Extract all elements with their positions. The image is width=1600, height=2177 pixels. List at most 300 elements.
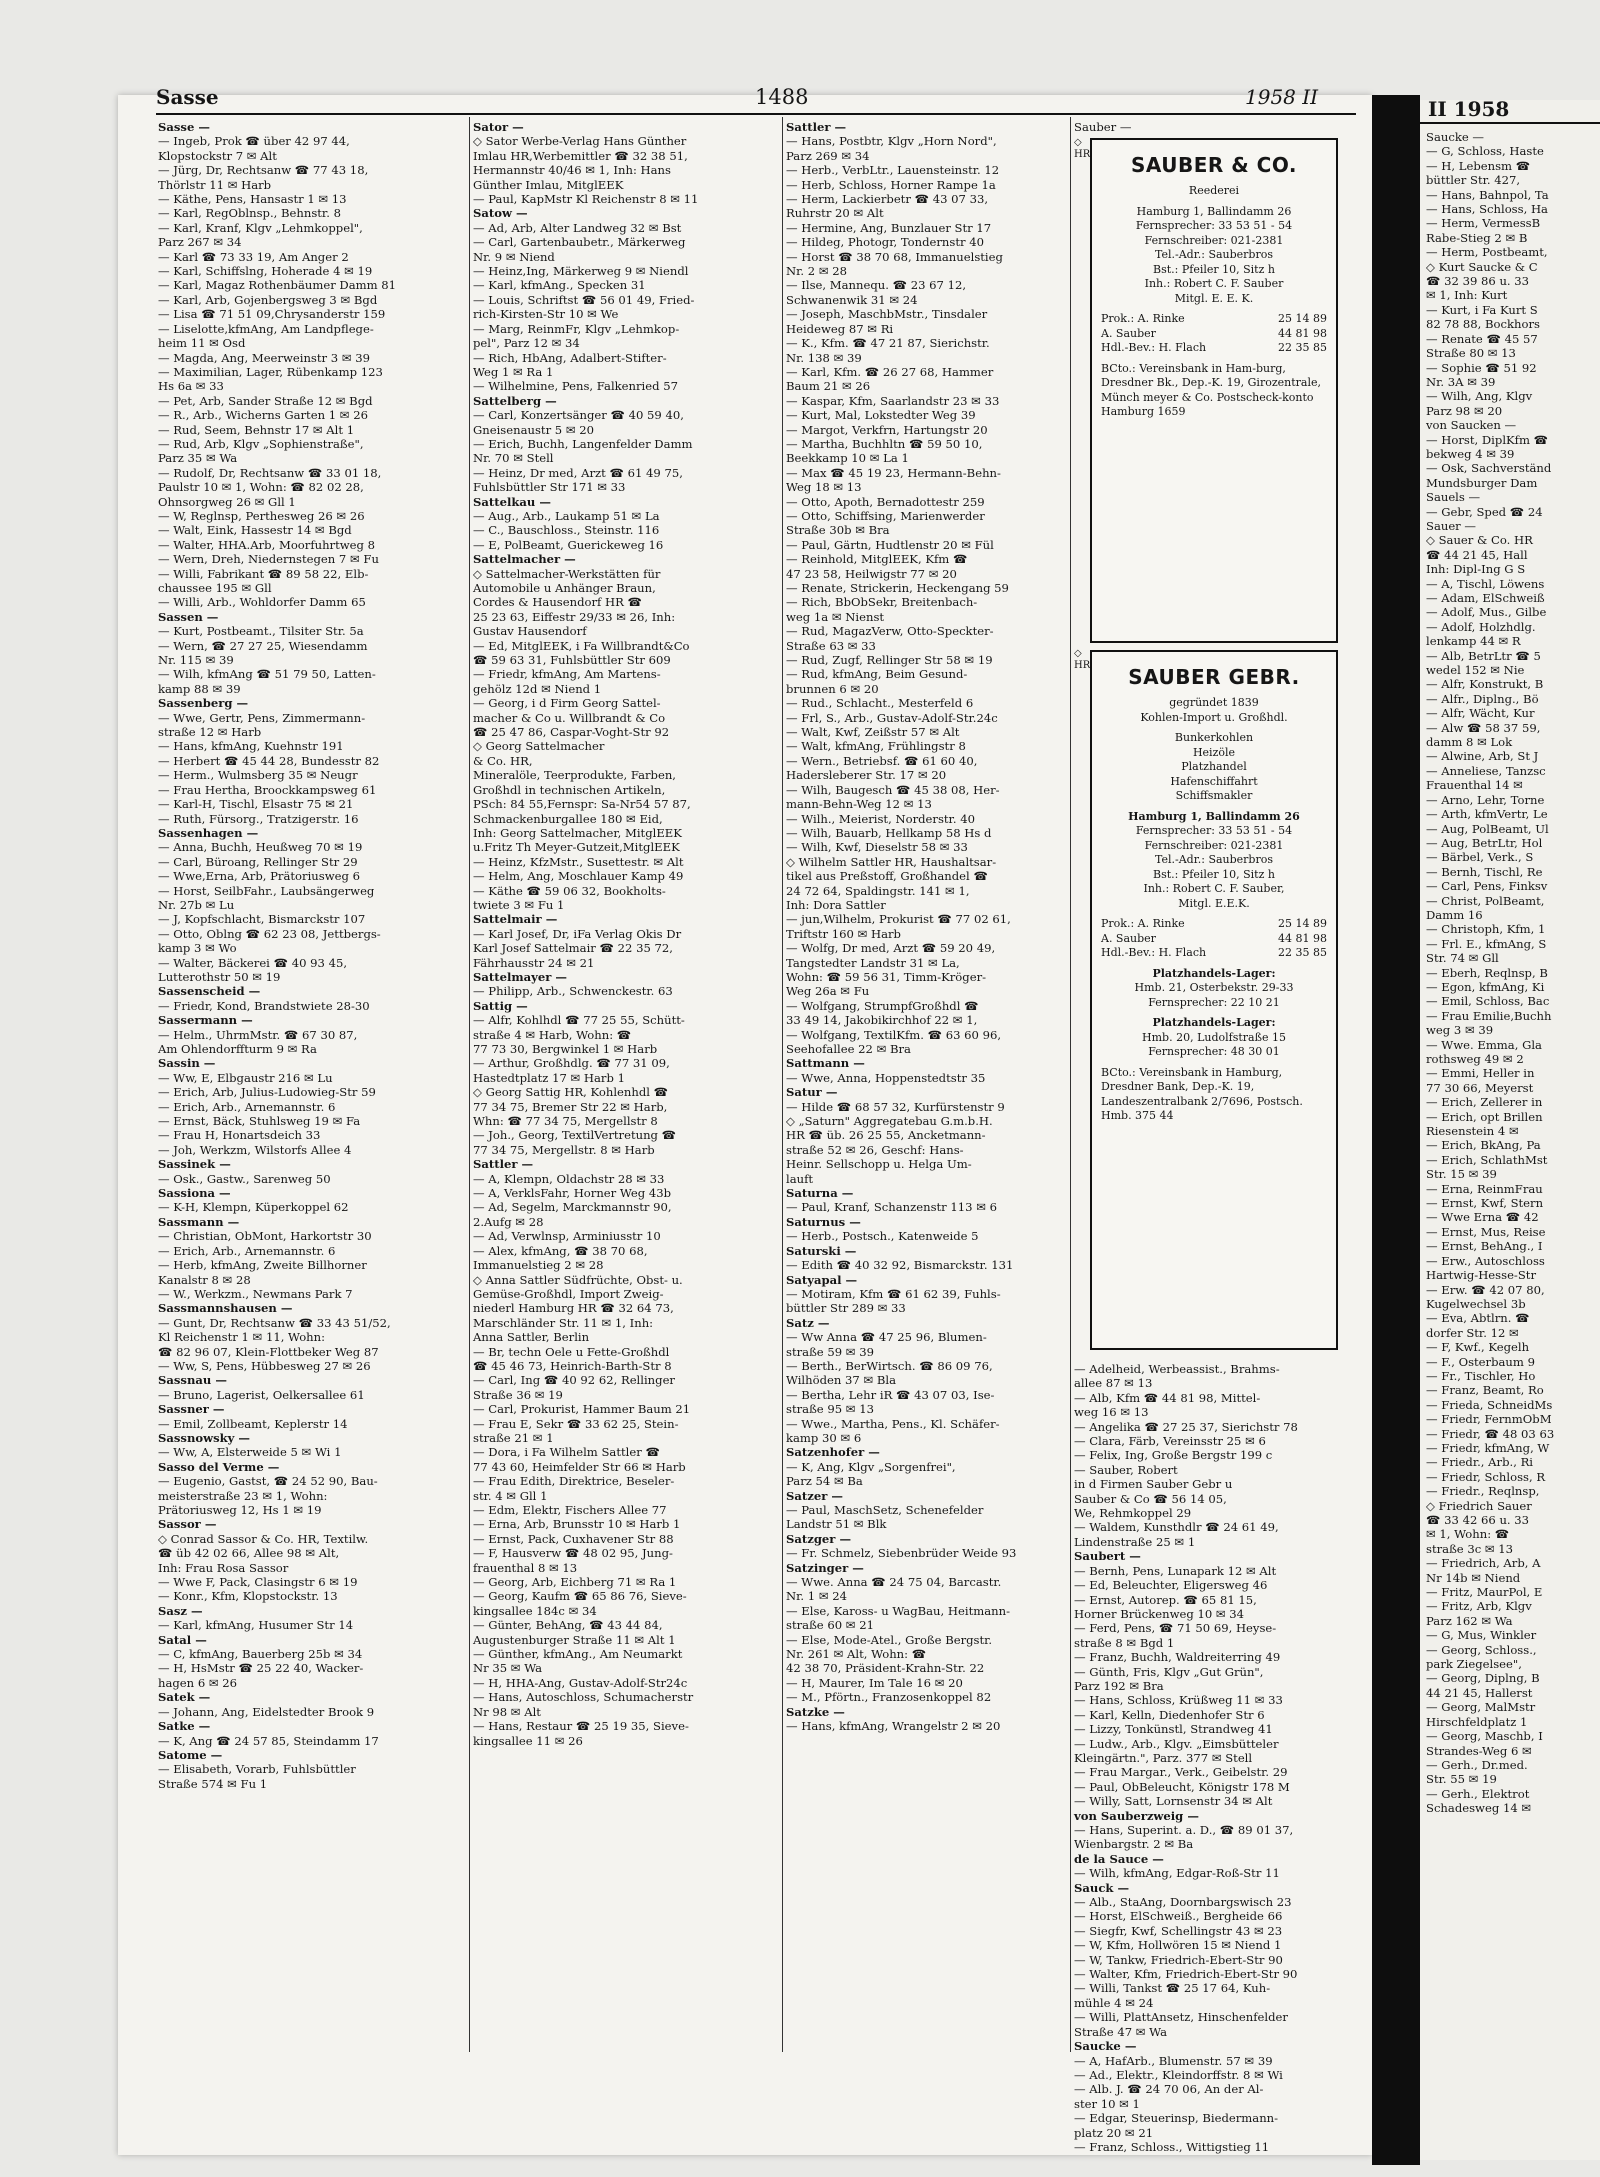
- directory-entry-line: — Erich, BkAng, Pa: [1426, 1138, 1541, 1153]
- directory-entry-line: Nr. 261 ✉ Alt, Wohn: ☎: [786, 1647, 927, 1662]
- directory-entry-line: — Wern., Betriebsf. ☎ 61 60 40,: [786, 753, 978, 768]
- directory-entry-line: — Rud, Arb, Klgv „Sophienstraße",: [158, 436, 364, 451]
- directory-entry-line: ◇ Kurt Saucke & C: [1426, 259, 1538, 274]
- directory-entry-line: Thörlstr 11 ✉ Harb: [158, 177, 272, 192]
- directory-entry-line: Fährhausstr 24 ✉ 21: [473, 955, 595, 970]
- directory-entry-line: — Paul, Kranf, Schanzenstr 113 ✉ 6: [786, 1200, 997, 1215]
- directory-entry-line: Kanalstr 8 ✉ 28: [158, 1272, 251, 1287]
- directory-entry-line: Sattelberg —: [473, 393, 557, 408]
- directory-entry-line: Sassin —: [158, 1056, 216, 1071]
- directory-entry-line: Nr. 9 ✉ Niend: [473, 249, 555, 264]
- directory-entry-line: 24 72 64, Spaldingstr. 141 ✉ 1,: [786, 883, 970, 898]
- directory-entry-line: — Wwe. Anna ☎ 24 75 04, Barcastr.: [786, 1575, 1002, 1590]
- directory-entry-line: Horner Brückenweg 10 ✉ 34: [1074, 1606, 1245, 1621]
- directory-entry-line: straße 12 ✉ Harb: [158, 725, 262, 740]
- directory-entry-line: — Eva, Abtlrn. ☎: [1426, 1311, 1530, 1326]
- directory-entry-line: dorfer Str. 12 ✉: [1426, 1325, 1519, 1340]
- column-divider: [1070, 117, 1071, 2052]
- directory-entry-line: Nr 35 ✉ Wa: [473, 1661, 543, 1676]
- directory-entry-line: Nr 98 ✉ Alt: [473, 1704, 541, 1719]
- directory-entry-line: — Ad, Verwlnsp, Arminiusstr 10: [473, 1229, 661, 1244]
- directory-entry-line: — Wilh, kfmAng, Edgar-Roß-Str 11: [1074, 1866, 1280, 1881]
- directory-entry-line: Sasso del Verme —: [158, 1459, 280, 1474]
- directory-entry-line: Nr. 1 ✉ 24: [786, 1589, 847, 1604]
- directory-entry-line: — Herbert ☎ 45 44 28, Bundesstr 82: [158, 753, 380, 768]
- ad-service: Hafenschiffahrt: [1170, 774, 1258, 788]
- directory-entry-line: Nr. 115 ✉ 39: [158, 653, 234, 668]
- directory-entry-line: — Emmi, Heller in: [1426, 1066, 1535, 1081]
- directory-entry-line: Sassen —: [158, 609, 219, 624]
- directory-entry-line: ✉ 1, Wohn: ☎: [1426, 1527, 1510, 1542]
- directory-entry-line: — Alex, kfmAng, ☎ 38 70 68,: [473, 1243, 648, 1258]
- directory-entry-line: — Wwe, Anna, Hoppenstedtstr 35: [786, 1070, 986, 1085]
- directory-entry-line: — Helm, Ang, Moschlauer Kamp 49: [473, 869, 684, 884]
- directory-entry-line: park Ziegelsee",: [1426, 1657, 1522, 1672]
- directory-entry-line: — Hans, Autoschloss, Schumacherstr: [473, 1690, 694, 1705]
- directory-entry-line: — Rud., Schlacht., Mesterfeld 6: [786, 696, 974, 711]
- column-divider: [782, 117, 783, 2052]
- directory-entry-line: straße 52 ✉ 26, Geschf: Hans-: [786, 1142, 964, 1157]
- directory-entry-line: — Adolf, Holzhdlg.: [1426, 619, 1536, 634]
- hr-marker: ◇ HR: [1074, 648, 1091, 671]
- directory-entry-line: — Hans, Schloss, Krüßweg 11 ✉ 33: [1074, 1693, 1283, 1708]
- ad-branch: Bst.: Pfeiler 10, Sitz h: [1153, 867, 1275, 881]
- directory-entry-line: — C, kfmAng, Bauerberg 25b ✉ 34: [158, 1647, 363, 1662]
- directory-entry-line: — Helm., UhrmMstr. ☎ 67 30 87,: [158, 1027, 358, 1042]
- next-page: [1420, 97, 1600, 2160]
- directory-entry-line: — Wolfg, Dr med, Arzt ☎ 59 20 49,: [786, 941, 996, 956]
- directory-entry-line: — Reinhold, MitglEEK, Kfm ☎: [786, 552, 968, 567]
- directory-entry-line: — H, HsMstr ☎ 25 22 40, Wacker-: [158, 1661, 364, 1676]
- directory-entry-line: Nr. 138 ✉ 39: [786, 350, 862, 365]
- ad-company-name: SAUBER & CO.: [1130, 153, 1298, 177]
- ad-service: Heizöle: [1192, 745, 1236, 759]
- directory-entry-line: Saucke —: [1426, 130, 1484, 144]
- ad-warehouse-phone: Fernsprecher: 48 30 01: [1148, 1045, 1280, 1058]
- directory-entry-line: 44 21 45, Hallerst: [1426, 1685, 1533, 1700]
- directory-entry-line: — Osk., Gastw., Sarenweg 50: [158, 1171, 331, 1186]
- directory-entry-line: — Wwe. Emma, Gla: [1426, 1037, 1542, 1052]
- directory-entry-line: 77 43 60, Heimfelder Str 66 ✉ Harb: [473, 1459, 686, 1474]
- directory-entry-line: — W, Kfm, Hollwören 15 ✉ Niend 1: [1074, 1938, 1282, 1953]
- directory-entry-line: Inh: Georg Sattelmacher, MitglEEK: [473, 825, 682, 840]
- directory-entry-line: Schadesweg 14 ✉: [1426, 1801, 1532, 1816]
- directory-entry-line: Strandes-Weg 6 ✉: [1426, 1743, 1532, 1758]
- directory-entry-line: We, Rehmkoppel 29: [1074, 1506, 1192, 1521]
- directory-entry-line: — Herm, VermessB: [1426, 216, 1541, 231]
- directory-entry-line: 2.Aufg ✉ 28: [473, 1214, 544, 1229]
- directory-entry-line: — Hilde ☎ 68 57 32, Kurfürstenstr 9: [786, 1099, 1005, 1114]
- directory-entry-line: — Friedr, FernmObM: [1426, 1412, 1552, 1427]
- directory-entry-line: 25 23 63, Eiffestr 29/33 ✉ 26, Inh:: [473, 609, 676, 624]
- directory-entry-line: von Saucken —: [1426, 418, 1517, 433]
- directory-entry-line: — Fritz, MaurPol, E: [1426, 1585, 1543, 1600]
- directory-entry-line: — Horst ☎ 38 70 68, Immanuelstieg: [786, 249, 1003, 264]
- next-page-header: II 1958: [1428, 97, 1510, 121]
- directory-entry-line: — Wilh, Ang, Klgv: [1426, 389, 1533, 404]
- directory-entry-line: ◇ Friedrich Sauer: [1426, 1498, 1532, 1513]
- directory-entry-line: Parz 54 ✉ Ba: [786, 1474, 863, 1489]
- directory-entry-line: — Franz, Buchh, Waldreiterring 49: [1074, 1650, 1281, 1665]
- directory-entry-line: — Walter, HHA.Arb, Moorfuhrtweg 8: [158, 537, 376, 552]
- directory-entry-line: — Kurt, i Fa Kurt S: [1426, 302, 1538, 317]
- directory-entry-line: — Sauber, Robert: [1074, 1462, 1178, 1477]
- directory-entry-line: — F, Hausverw ☎ 48 02 95, Jung-: [473, 1546, 673, 1561]
- directory-entry-line: — Renate ☎ 45 57: [1426, 331, 1538, 346]
- directory-entry-line: — A, HafArb., Blumenstr. 57 ✉ 39: [1074, 2053, 1273, 2068]
- page-number: 1488: [755, 85, 809, 109]
- directory-entry-line: — Hans, Schloss, Ha: [1426, 202, 1548, 217]
- directory-entry-line: — Wern, ☎ 27 27 25, Wiesendamm: [158, 638, 368, 653]
- column-4: [1074, 1362, 1364, 2154]
- directory-entry-line: — H, HHA-Ang, Gustav-Adolf-Str24c: [473, 1675, 688, 1690]
- directory-entry-line: Parz 35 ✉ Wa: [158, 451, 238, 466]
- sauber-co-advertisement: [1090, 138, 1338, 643]
- directory-entry-line: — Carl, Büroang, Rellinger Str 29: [158, 854, 358, 869]
- directory-entry-line: — Hans, kfmAng, Kuehnstr 191: [158, 739, 344, 754]
- directory-entry-line: — Herb., Postsch., Katenweide 5: [786, 1229, 979, 1244]
- directory-entry-line: Hirschfeldplatz 1: [1426, 1714, 1528, 1729]
- directory-entry-line: Straße 47 ✉ Wa: [1074, 2024, 1168, 2039]
- directory-entry-line: macher & Co u. Willbrandt & Co: [473, 710, 666, 725]
- directory-entry-line: Sattelmayer —: [473, 969, 568, 984]
- ad-company-name: SAUBER GEBR.: [1128, 665, 1300, 689]
- directory-entry-line: — W, Tankw, Friedrich-Ebert-Str 90: [1074, 1952, 1283, 1967]
- directory-entry-line: ✉ 1, Inh: Kurt: [1426, 288, 1508, 303]
- directory-entry-line: — Aug, PolBeamt, Ul: [1426, 821, 1549, 836]
- directory-entry-line: Marschländer Str. 11 ✉ 1, Inh:: [473, 1315, 654, 1330]
- directory-entry-line: — Willi, Tankst ☎ 25 17 64, Kuh-: [1074, 1981, 1271, 1996]
- directory-entry-line: Sassinek —: [158, 1157, 231, 1172]
- directory-entry-line: Nr. 70 ✉ Stell: [473, 451, 554, 466]
- directory-entry-line: 77 34 75, Mergellstr. 8 ✉ Harb: [473, 1142, 655, 1157]
- directory-entry-line: wedel 152 ✉ Nie: [1426, 663, 1525, 678]
- directory-entry-line: Paulstr 10 ✉ 1, Wohn: ☎ 82 02 28,: [158, 480, 364, 495]
- ad-owner: Inh.: Robert C. F. Sauber: [1144, 277, 1284, 290]
- directory-entry-line: — Georg, Arb, Eichberg 71 ✉ Ra 1: [473, 1575, 677, 1590]
- directory-entry-line: Seehofallee 22 ✉ Bra: [786, 1042, 911, 1056]
- directory-entry-line: — Joh., Georg, TextilVertretung ☎: [473, 1128, 677, 1143]
- directory-entry-line: ☎ 33 42 66 u. 33: [1426, 1513, 1530, 1527]
- directory-entry-line: weg 3 ✉ 39: [1426, 1023, 1494, 1038]
- ad-service: Bunkerkohlen: [1174, 731, 1254, 744]
- directory-entry-line: 77 34 75, Bremer Str 22 ✉ Harb,: [473, 1099, 668, 1114]
- directory-entry-line: brunnen 6 ✉ 20: [786, 681, 879, 696]
- directory-entry-line: Augustenburger Straße 11 ✉ Alt 1: [473, 1632, 676, 1647]
- directory-entry-line: Sassiona —: [158, 1186, 231, 1201]
- ad-bank-info: BCto.: Vereinsbank in Ham-burg, Dresdner Bk., Dep.-K. 19, Girozentrale, Münch meyer & Co. Postscheck-konto Hamburg 1659: [1101, 361, 1321, 418]
- ad-service: Platzhandel: [1181, 760, 1247, 773]
- directory-entry-line: — Walter, Bäckerei ☎ 40 93 45,: [158, 955, 348, 970]
- directory-entry-line: ◇ Georg Sattig HR, Kohlenhdl ☎: [473, 1085, 669, 1100]
- directory-entry-line: Prätoriusweg 12, Hs 1 ✉ 19: [158, 1503, 322, 1517]
- directory-entry-line: Whn: ☎ 77 34 75, Mergellstr 8: [473, 1114, 658, 1129]
- directory-entry-line: u.Fritz Th Meyer-Gutzeit,MitglEEK: [473, 840, 680, 855]
- directory-entry-line: heim 11 ✉ Osd: [158, 336, 246, 351]
- directory-entry-line: Weg 26a ✉ Fu: [786, 984, 870, 999]
- directory-entry-line: Satzger —: [786, 1531, 852, 1546]
- directory-entry-line: straße 60 ✉ 21: [786, 1618, 874, 1633]
- directory-entry-line: — Wwe., Martha, Pens., Kl. Schäfer-: [786, 1416, 1000, 1431]
- ad-address: Hamburg 1, Ballindamm 26: [1136, 204, 1292, 218]
- directory-entry-line: Weg 1 ✉ Ra 1: [473, 364, 554, 379]
- ad-warehouse-title: Platzhandels-Lager:: [1152, 1016, 1276, 1029]
- directory-entry-line: — Karl, Kfm. ☎ 26 27 68, Hammer: [786, 364, 994, 379]
- directory-entry-line: Gemüse-Großhdl, Import Zweig-: [473, 1286, 664, 1301]
- directory-entry-line: — Alw ☎ 58 37 59,: [1426, 720, 1541, 735]
- directory-entry-line: — Ww, A, Elsterweide 5 ✉ Wi 1: [158, 1445, 342, 1460]
- directory-entry-line: rich-Kirsten-Str 10 ✉ We: [473, 307, 619, 322]
- directory-entry-line: — K, Ang ☎ 24 57 85, Steindamm 17: [158, 1733, 379, 1748]
- directory-entry-line: ◇ „Saturn" Aggregatebau G.m.b.H.: [786, 1114, 993, 1129]
- directory-entry-line: — Frau Hertha, Broockkampsweg 61: [158, 782, 377, 797]
- directory-entry-line: — Maximilian, Lager, Rübenkamp 123: [158, 364, 383, 379]
- directory-entry-line: Sassmannshausen —: [158, 1301, 293, 1316]
- directory-entry-line: Frauenthal 14 ✉: [1426, 778, 1523, 793]
- column-divider: [469, 117, 470, 2052]
- book-gutter: [1372, 95, 1420, 2165]
- directory-entry-line: — Christian, ObMont, Harkortstr 30: [158, 1229, 372, 1244]
- column-2: [473, 120, 768, 2055]
- ad-telegram: Tel.-Adr.: Sauberbros: [1154, 853, 1273, 866]
- directory-entry-line: — Georg, i d Firm Georg Sattel-: [473, 696, 661, 711]
- directory-entry-line: Hastedtplatz 17 ✉ Harb 1: [473, 1070, 625, 1085]
- ad-contact-row: A. Sauber 44 81 98: [1101, 931, 1327, 945]
- directory-entry-line: — Karl, Kranf, Klgv „Lehmkoppel",: [158, 220, 363, 235]
- directory-entry-line: Cordes & Hausendorf HR ☎: [473, 595, 642, 610]
- hr-marker: ◇ HR: [1074, 137, 1091, 160]
- directory-entry-line: — Karl ☎ 73 33 19, Am Anger 2: [158, 249, 349, 264]
- directory-entry-line: — Karl, kfmAng., Specken 31: [473, 278, 646, 293]
- directory-entry-line: — Karl, RegOblnsp., Behnstr. 8: [158, 206, 341, 221]
- directory-entry-line: kamp 30 ✉ 6: [786, 1430, 862, 1445]
- directory-entry-line: — Osk, Sachverständ: [1426, 461, 1552, 476]
- directory-entry-line: 42 38 70, Präsident-Krahn-Str. 22: [786, 1661, 985, 1676]
- directory-entry-line: ☎ 59 63 31, Fuhlsbüttler Str 609: [473, 653, 671, 668]
- directory-entry-line: — Elisabeth, Vorarb, Fuhlsbüttler: [158, 1762, 356, 1777]
- directory-entry-line: — Louis, Schriftst ☎ 56 01 49, Fried-: [473, 292, 695, 307]
- directory-entry-line: Schwanenwik 31 ✉ 24: [786, 292, 918, 307]
- directory-entry-line: — Wilh, Baugesch ☎ 45 38 08, Her-: [786, 782, 1000, 797]
- directory-entry-line: Sassnowsky —: [158, 1430, 251, 1445]
- ad-membership: Mitgl. E.E.K.: [1178, 896, 1250, 910]
- directory-entry-line: ◇ Sattelmacher-Werkstätten für: [473, 566, 661, 581]
- ad-phone: Fernsprecher: 33 53 51 - 54: [1135, 824, 1293, 837]
- directory-entry-line: — Ernst, BehAng., I: [1426, 1239, 1543, 1254]
- directory-entry-line: Sauber & Co ☎ 56 14 05,: [1074, 1491, 1227, 1506]
- directory-entry-line: Sauels —: [1426, 490, 1481, 505]
- directory-entry-line: meisterstraße 23 ✉ 1, Wohn:: [158, 1488, 328, 1503]
- directory-entry-line: — Erna, Arb, Brunsstr 10 ✉ Harb 1: [473, 1517, 681, 1532]
- ad-warehouse-address: Hmb. 20, Ludolfstraße 15: [1142, 1030, 1286, 1044]
- directory-entry-line: kingsallee 11 ✉ 26: [473, 1733, 583, 1748]
- directory-entry-line: Imlau HR,Werbemittler ☎ 32 38 51,: [473, 148, 688, 163]
- directory-entry-line: — Bernh, Tischl, Re: [1426, 864, 1543, 879]
- directory-entry-line: — Wilh., Meierist, Norderstr. 40: [786, 811, 975, 826]
- directory-entry-line: Satzer —: [786, 1488, 843, 1503]
- directory-entry-line: — Egon, kfmAng, Ki: [1426, 979, 1545, 994]
- directory-entry-line: Wienbargstr. 2 ✉ Ba: [1074, 1837, 1194, 1852]
- directory-entry-line: — Edm, Elektr, Fischers Allee 77: [473, 1503, 667, 1517]
- directory-entry-line: straße 21 ✉ 1: [473, 1430, 554, 1445]
- directory-entry-line: ☎ 44 21 45, Hall: [1426, 547, 1528, 562]
- directory-entry-line: straße 59 ✉ 39: [786, 1344, 874, 1359]
- directory-entry-line: Hs 6a ✉ 33: [158, 379, 224, 394]
- directory-entry-line: Sassmann —: [158, 1214, 240, 1229]
- directory-entry-line: — Waldem, Kunsthdlr ☎ 24 61 49,: [1074, 1520, 1279, 1535]
- directory-entry-line: — Willi, Fabrikant ☎ 89 58 22, Elb-: [158, 566, 369, 581]
- directory-entry-line: ◇ Sauer & Co. HR: [1426, 533, 1533, 548]
- directory-entry-line: — Karl Josef, Dr, iFa Verlag Okis Dr: [473, 926, 682, 941]
- directory-entry-line: gehölz 12d ✉ Niend 1: [473, 681, 602, 696]
- directory-entry-line: Kleingärtn.", Parz. 377 ✉ Stell: [1074, 1750, 1253, 1765]
- directory-entry-line: ◇ Georg Sattelmacher: [473, 739, 605, 754]
- column-1: [158, 120, 453, 2055]
- directory-entry-line: Kl Reichenstr 1 ✉ 11, Wohn:: [158, 1330, 326, 1345]
- ad-contact-row: Hdl.-Bev.: H. Flach 22 35 85: [1101, 341, 1327, 354]
- ad-telegram: Tel.-Adr.: Sauberbros: [1154, 248, 1273, 261]
- directory-entry-line: Fuhlsbüttler Str 171 ✉ 33: [473, 480, 626, 495]
- directory-entry-line: — W., Werkzm., Newmans Park 7: [158, 1286, 353, 1301]
- directory-entry-line: Satow —: [473, 206, 528, 221]
- directory-entry-line: mann-Behn-Weg 12 ✉ 13: [786, 797, 932, 812]
- directory-entry-line: — Frau Emilie,Buchh: [1426, 1008, 1552, 1023]
- directory-entry-line: Triftstr 160 ✉ Harb: [786, 926, 901, 941]
- directory-entry-line: mühle 4 ✉ 24: [1074, 1995, 1154, 2010]
- directory-entry-line: — Heinz,Ing, Märkerweg 9 ✉ Niendl: [473, 264, 689, 279]
- directory-entry-line: — Friedr., Reqlnsp,: [1426, 1484, 1540, 1499]
- directory-entry-line: — Paul, KapMstr Kl Reichenstr 8 ✉ 11: [473, 192, 699, 207]
- directory-entry-line: Kugelwechsel 3b: [1426, 1296, 1526, 1311]
- directory-entry-line: pel", Parz 12 ✉ 34: [473, 336, 580, 351]
- directory-entry-line: — Kurt, Mal, Lokstedter Weg 39: [786, 408, 976, 423]
- directory-entry-line: — Friedr, Kond, Brandstwiete 28-30: [158, 998, 370, 1013]
- directory-entry-line: — Hans, kfmAng, Wrangelstr 2 ✉ 20: [786, 1719, 1001, 1734]
- ad-telex: Fernschreiber: 021-2381: [1144, 838, 1284, 852]
- directory-entry-line: — Ernst, Mus, Reise: [1426, 1224, 1546, 1239]
- directory-entry-line: — Siegfr, Kwf, Schellingstr 43 ✉ 23: [1074, 1923, 1283, 1938]
- directory-entry-line: Sassenscheid —: [158, 984, 261, 999]
- directory-entry-line: — Carl, Prokurist, Hammer Baum 21: [473, 1402, 691, 1417]
- directory-entry-line: — Ed, Beleuchter, Eligersweg 46: [1074, 1578, 1268, 1593]
- directory-entry-line: Straße 63 ✉ 33: [786, 638, 876, 653]
- directory-entry-line: — Wern, Dreh, Niedernstegen 7 ✉ Fu: [158, 552, 379, 567]
- directory-entry-line: ☎ üb 42 02 66, Allee 98 ✉ Alt,: [158, 1546, 340, 1561]
- directory-entry-line: — Paul, ObBeleucht, Königstr 178 M: [1074, 1779, 1290, 1794]
- directory-entry-line: Damm 16: [1426, 907, 1483, 922]
- ad-branch: Bst.: Pfeiler 10, Sitz h: [1153, 262, 1275, 276]
- directory-entry-line: — Alb. J. ☎ 24 70 06, An der Al-: [1074, 2082, 1264, 2097]
- directory-entry-line: — Horst, ElSchweiß., Bergheide 66: [1074, 1909, 1283, 1924]
- directory-entry-line: — Ernst, Pack, Cuxhavener Str 88: [473, 1531, 674, 1546]
- directory-entry-line: Immanuelstieg 2 ✉ 28: [473, 1258, 604, 1273]
- directory-entry-line: — Adolf, Mus., Gilbe: [1426, 605, 1547, 620]
- directory-entry-line: Satz —: [786, 1315, 830, 1330]
- directory-entry-line: — Gebr, Sped ☎ 24: [1426, 504, 1543, 519]
- directory-entry-line: — Ernst, Bäck, Stuhlsweg 19 ✉ Fa: [158, 1114, 361, 1129]
- directory-entry-line: straße 95 ✉ 13: [786, 1402, 874, 1417]
- directory-entry-line: — Erich, SchlathMst: [1426, 1152, 1548, 1167]
- directory-entry-line: Inh: Dora Sattler: [786, 897, 886, 912]
- directory-entry-line: — Margot, Verkfrn, Hartungstr 20: [786, 422, 988, 437]
- directory-entry-line: — Rud, Zugf, Rellinger Str 58 ✉ 19: [786, 653, 993, 668]
- directory-entry-line: Baum 21 ✉ 26: [786, 379, 871, 394]
- directory-entry-line: — Erich, Zellerer in: [1426, 1095, 1543, 1110]
- directory-entry-line: Am Ohlendorffturm 9 ✉ Ra: [158, 1042, 317, 1056]
- directory-entry-line: — Arno, Lehr, Torne: [1426, 792, 1545, 807]
- directory-entry-line: — Sophie ☎ 51 92: [1426, 360, 1537, 375]
- directory-entry-line: — A, VerklsFahr, Horner Weg 43b: [473, 1186, 671, 1201]
- ad-telex: Fernschreiber: 021-2381: [1144, 233, 1284, 247]
- directory-entry-line: — Wilhelmine, Pens, Falkenried 57: [473, 379, 678, 394]
- directory-entry-line: Sattmann —: [786, 1056, 865, 1071]
- directory-entry-line: Saturski —: [786, 1243, 857, 1258]
- directory-entry-line: — Arthur, Großhdlg. ☎ 77 31 09,: [473, 1056, 670, 1071]
- directory-entry-line: Satzinger —: [786, 1560, 864, 1575]
- directory-entry-line: Hermannstr 40/46 ✉ 1, Inh: Hans: [473, 163, 671, 178]
- directory-entry-line: — K, Ang, Klgv „Sorgenfrei",: [786, 1459, 956, 1474]
- directory-entry-line: — Adelheid, Werbeassist., Brahms-: [1074, 1362, 1280, 1376]
- directory-entry-line: — G, Schloss, Haste: [1426, 144, 1544, 159]
- directory-entry-line: — Carl, Pens, Finksv: [1426, 879, 1548, 894]
- directory-entry-line: Satome —: [158, 1747, 223, 1762]
- directory-entry-line: ☎ 82 96 07, Klein-Flottbeker Weg 87: [158, 1344, 379, 1359]
- directory-entry-line: — H, Maurer, Im Tale 16 ✉ 20: [786, 1675, 963, 1690]
- directory-entry-line: ◇ Conrad Sassor & Co. HR, Textilw.: [158, 1531, 369, 1546]
- directory-entry-line: Sattelmacher —: [473, 552, 576, 567]
- directory-entry-line: — Frl, S., Arb., Gustav-Adolf-Str.24c: [786, 710, 998, 725]
- directory-entry-line: — Otto, Oblng ☎ 62 23 08, Jettbergs-: [158, 926, 381, 941]
- directory-entry-line: — Ww, E, Elbgaustr 216 ✉ Lu: [158, 1070, 333, 1085]
- directory-entry-line: — Ad., Elektr., Kleindorffstr. 8 ✉ Wi: [1074, 2067, 1283, 2082]
- directory-entry-line: Straße 80 ✉ 13: [1426, 346, 1516, 361]
- directory-entry-line: — Hans, Superint. a. D., ☎ 89 01 37,: [1074, 1823, 1294, 1837]
- ad-phone: Fernsprecher: 33 53 51 - 54: [1135, 219, 1293, 232]
- directory-entry-line: Inh: Dipl-Ing G S: [1426, 562, 1526, 577]
- directory-entry-line: — Walt, kfmAng, Frühlingstr 8: [786, 739, 966, 754]
- directory-entry-line: — Paul, Gärtn, Hudtlenstr 20 ✉ Fül: [786, 537, 994, 552]
- directory-entry-line: — Carl, Gartenbaubetr., Märkerweg: [473, 235, 686, 250]
- directory-entry-line: — Ingeb, Prok ☎ über 42 97 44,: [158, 134, 350, 149]
- directory-entry-line: — Anna, Buchh, Heußweg 70 ✉ 19: [158, 840, 363, 855]
- directory-entry-line: — Fritz, Arb, Klgv: [1426, 1599, 1532, 1614]
- directory-entry-line: lauft: [786, 1171, 814, 1186]
- directory-entry-line: 47 23 58, Heilwigstr 77 ✉ 20: [786, 566, 957, 581]
- directory-entry-line: Sassner —: [158, 1402, 225, 1417]
- directory-entry-line: — H, Lebensm ☎: [1426, 158, 1531, 173]
- directory-entry-line: Hartwig-Hesse-Str: [1426, 1268, 1536, 1283]
- directory-entry-line: — F, Kwf., Kegelh: [1426, 1340, 1530, 1355]
- directory-entry-line: 82 78 88, Bockhors: [1426, 317, 1540, 332]
- directory-entry-line: — Wwe F, Pack, Clasingstr 6 ✉ 19: [158, 1575, 358, 1590]
- directory-entry-line: Sattler —: [786, 120, 847, 134]
- directory-entry-line: lenkamp 44 ✉ R: [1426, 634, 1521, 649]
- directory-entry-line: platz 20 ✉ 21: [1074, 2125, 1154, 2140]
- directory-entry-line: — Rud, MagazVerw, Otto-Speckter-: [786, 624, 994, 639]
- directory-entry-line: chaussee 195 ✉ Gll: [158, 581, 272, 595]
- directory-entry-line: Gustav Hausendorf: [473, 624, 587, 639]
- directory-entry-line: ◇ Wilhelm Sattler HR, Haushaltsar-: [786, 854, 997, 869]
- directory-entry-line: — Erich, Arb., Arnemannstr. 6: [158, 1243, 336, 1258]
- directory-entry-line: Karl Josef Sattelmair ☎ 22 35 72,: [473, 941, 673, 956]
- directory-entry-line: — C., Bauschloss., Steinstr. 116: [473, 523, 660, 538]
- directory-entry-line: Hadersleberer Str. 17 ✉ 20: [786, 768, 947, 783]
- directory-entry-line: — Wilh, kfmAng ☎ 51 79 50, Latten-: [158, 667, 376, 682]
- directory-entry-line: Tangstedter Landstr 31 ✉ La,: [786, 955, 960, 970]
- directory-entry-line: ◇ Anna Sattler Südfrüchte, Obst- u.: [473, 1272, 683, 1287]
- directory-entry-line: — Herb, Schloss, Horner Rampe 1a: [786, 177, 996, 192]
- directory-entry-line: frauenthal 8 ✉ 13: [473, 1560, 578, 1575]
